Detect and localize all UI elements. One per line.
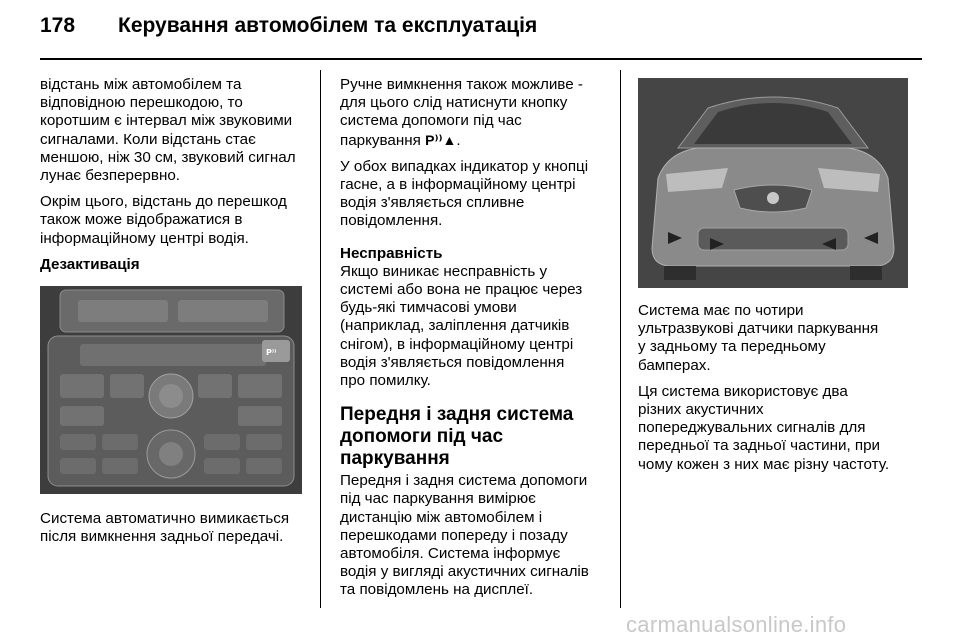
front-rear-parking-heading: Передня і задня система допомоги під час паркування: [340, 404, 574, 470]
col3-paragraph-1: Система має по чотири ультразвукові датчики паркування у задньому та передньому бамперах.: [638, 302, 879, 374]
col2-paragraph-1-text: Ручне вимкнення також можливе - для цього слід натиснути кнопку система допомоги під час паркування: [340, 76, 583, 149]
col2-paragraph-4: Передня і задня система допомоги під час паркування вимірює дистанцію між автомобілем і перешкодами попереду і позаду автомобіля. Система інформує водія у вигляді акустичних сигналів та повідомлень на дисплеї.: [340, 472, 589, 599]
column-1: [40, 76, 302, 288]
col2-paragraph-2: У обох випадках індикатор у кнопці гасне, а в інформаційному центрі водія з'являється спливне повідомлення.: [340, 157, 589, 230]
column-2: [340, 76, 608, 608]
header-rule: [40, 58, 922, 60]
column-3: [638, 302, 908, 482]
parking-assist-icon: P⁾⁾▲: [425, 131, 457, 148]
col2-paragraph-1-end: .: [456, 131, 461, 149]
center-console-illustration: [40, 286, 302, 494]
col3-paragraph-2: Ця система використовує два різних акустичних попереджувальних сигналів для передньої та задньої частини, при чому кожен з них має різну частоту.: [638, 382, 890, 473]
page-number: 178: [40, 14, 76, 37]
console-figure: [40, 286, 302, 494]
deactivation-heading: Дезактивація: [40, 255, 140, 273]
page-title: Керування автомобілем та експлуатація: [118, 14, 538, 37]
col2-paragraph-1: [340, 76, 608, 150]
column-divider-1: [320, 70, 321, 608]
col1-paragraph-2: Окрім цього, відстань до перешкод також може відображатися в інформаційному центрі водія.: [40, 193, 287, 247]
car-figure: [638, 78, 908, 288]
col2-paragraph-3: Якщо виникає несправність у системі або вона не працює через будь-які тимчасові умови (наприклад, заліплення датчиків снігом), в інформаційному центрі водія з'являється повідомлення про помилку.: [340, 262, 583, 390]
col1-paragraph-1: відстань між автомобілем та відповідною перешкодою, то коротшим є інтервал між звуковими сигналами. Коли відстань стає меншою, ніж 30 см, звуковий сигнал лунає безперервно.: [40, 76, 296, 185]
page-header: [40, 14, 922, 54]
console-figure-caption: Система автоматично вимикається після вимкнення задньої передачі.: [40, 510, 290, 546]
watermark: carmanualsonline.info: [626, 612, 847, 637]
malfunction-heading: Несправність: [340, 244, 443, 262]
column-divider-2: [620, 70, 621, 608]
car-front-illustration: [638, 78, 908, 288]
parking-button-label: P⁾⁾: [266, 348, 277, 357]
